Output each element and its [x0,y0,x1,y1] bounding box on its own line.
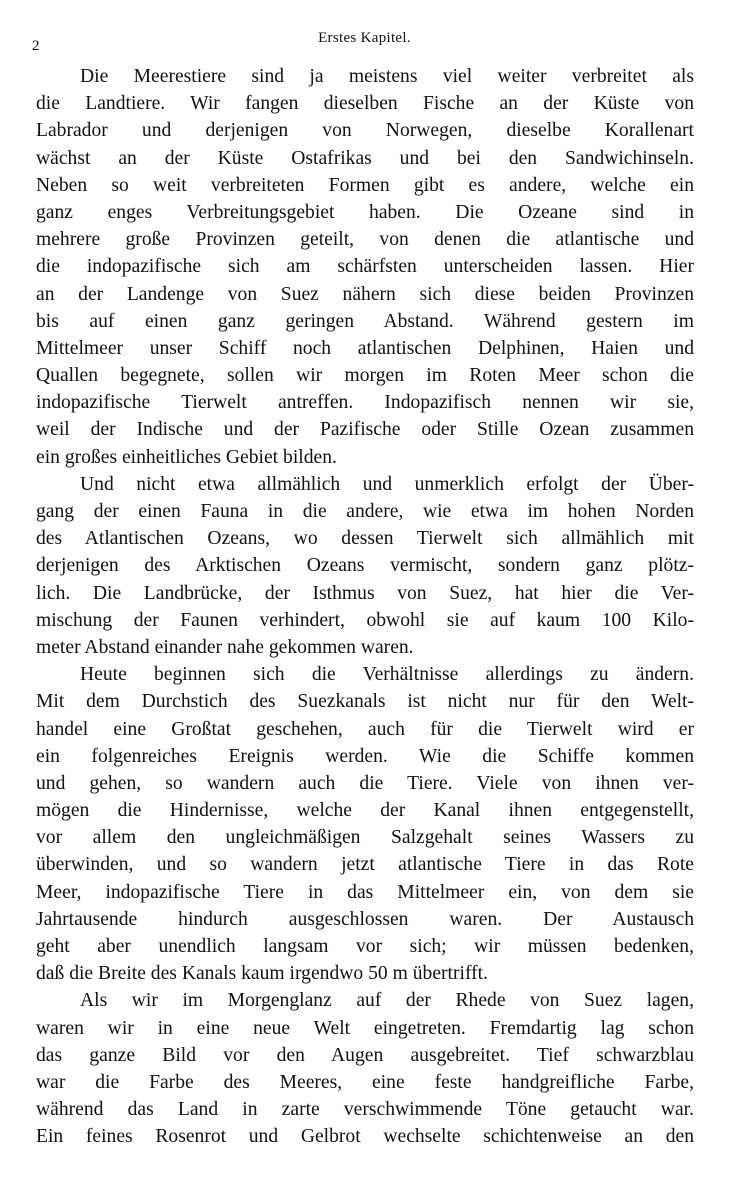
text-line: ein großes einheitliches Gebiet bilden. [36,446,337,468]
text-line: die indopazifische sich am schärfsten unterscheiden lassen. Hier [36,256,694,278]
text-line: überwinden, und so wandern jetzt atlantische Tiere in das Rote [36,854,694,876]
text-line: lich. Die Landbrücke, der Isthmus von Suez, hat hier die Ver- [36,582,694,604]
text-line: an der Landenge von Suez nähern sich diese beiden Provinzen [36,283,694,305]
text-line: Die Meerestiere sind ja meistens viel weiter verbreitet als [80,66,694,87]
text-line: Mittelmeer unser Schiff noch atlantischen Delphinen, Haien und [36,337,694,359]
text-line: Mit dem Durchstich des Suezkanals ist nicht nur für den Welt- [36,691,694,713]
text-line: vor allem den ungleichmäßigen Salzgehalt seines Wassers zu [36,827,694,849]
text-line: Und nicht etwa allmählich und unmerklich erfolgt der Über- [80,473,694,495]
text-line: Quallen begegnete, sollen wir morgen im Roten Meer schon die [36,365,694,387]
text-line: indopazifische Tierwelt antreffen. Indopazifisch nennen wir sie, [36,392,694,414]
text-line: die Landtiere. Wir fangen dieselben Fische an der Küste von [36,93,694,115]
text-line: Labrador und derjenigen von Norwegen, dieselbe Korallenart [36,120,694,142]
text-line: bis auf einen ganz geringen Abstand. Während gestern im [36,310,694,332]
text-line: daß die Breite des Kanals kaum irgendwo 50 m übertrifft. [36,963,488,985]
text-line: während das Land in zarte verschwimmende Töne getaucht war. [36,1099,694,1121]
text-line: mehrere große Provinzen geteilt, von denen die atlantische und [36,229,694,251]
paragraph [36,471,694,661]
text-line: war die Farbe des Meeres, eine feste handgreifliche Farbe, [36,1071,694,1093]
text-line: und gehen, so wandern auch die Tiere. Viele von ihnen ver- [36,772,694,794]
text-line: mögen die Hindernisse, welche der Kanal ihnen entgegenstellt, [36,800,694,822]
text-line: Heute beginnen sich die Verhältnisse allerdings zu ändern. [80,664,694,686]
paragraph [36,661,694,987]
text-line: meter Abstand einander nahe gekommen waren. [36,636,414,658]
text-line: ein folgenreiches Ereignis werden. Wie die Schiffe kommen [36,745,694,767]
text-line: gang der einen Fauna in die andere, wie etwa im hohen Norden [36,501,694,522]
text-line: wächst an der Küste Ostafrikas und bei den Sandwichinseln. [36,147,694,169]
text-line: ganz enges Verbreitungsgebiet haben. Die Ozeane sind in [36,201,694,223]
body-text [36,63,694,1151]
paragraph [36,63,694,471]
text-line: Meer, indopazifische Tiere in das Mittelmeer ein, von dem sie [36,881,694,903]
text-line: weil der Indische und der Pazifische oder Stille Ozean zusammen [36,419,694,441]
text-line: des Atlantischen Ozeans, wo dessen Tierwelt sich allmählich mit [36,528,694,550]
text-line: waren wir in eine neue Welt eingetreten. Fremdartig lag schon [36,1017,694,1039]
page-number: 2 [32,38,40,54]
running-title: Erstes Kapitel. [318,30,411,46]
text-line: mischung der Faunen verhindert, obwohl sie auf kaum 100 Kilo- [36,609,694,631]
text-line: Ein feines Rosenrot und Gelbrot wechselte schichtenweise an den [36,1126,694,1148]
text-line: handel eine Großtat geschehen, auch für die Tierwelt wird er [36,718,694,740]
text-line: geht aber unendlich langsam vor sich; wir müssen bedenken, [36,936,694,957]
text-line: Jahrtausende hindurch ausgeschlossen waren. Der Austausch [36,908,694,930]
text-line: Neben so weit verbreiteten Formen gibt es andere, welche ein [36,174,694,196]
text-line: das ganze Bild vor den Augen ausgebreitet. Tief schwarzblau [36,1044,694,1066]
text-line: Als wir im Morgenglanz auf der Rhede von Suez lagen, [80,990,694,1012]
paragraph [36,987,694,1150]
text-line: derjenigen des Arktischen Ozeans vermischt, sondern ganz plötz- [36,555,694,577]
